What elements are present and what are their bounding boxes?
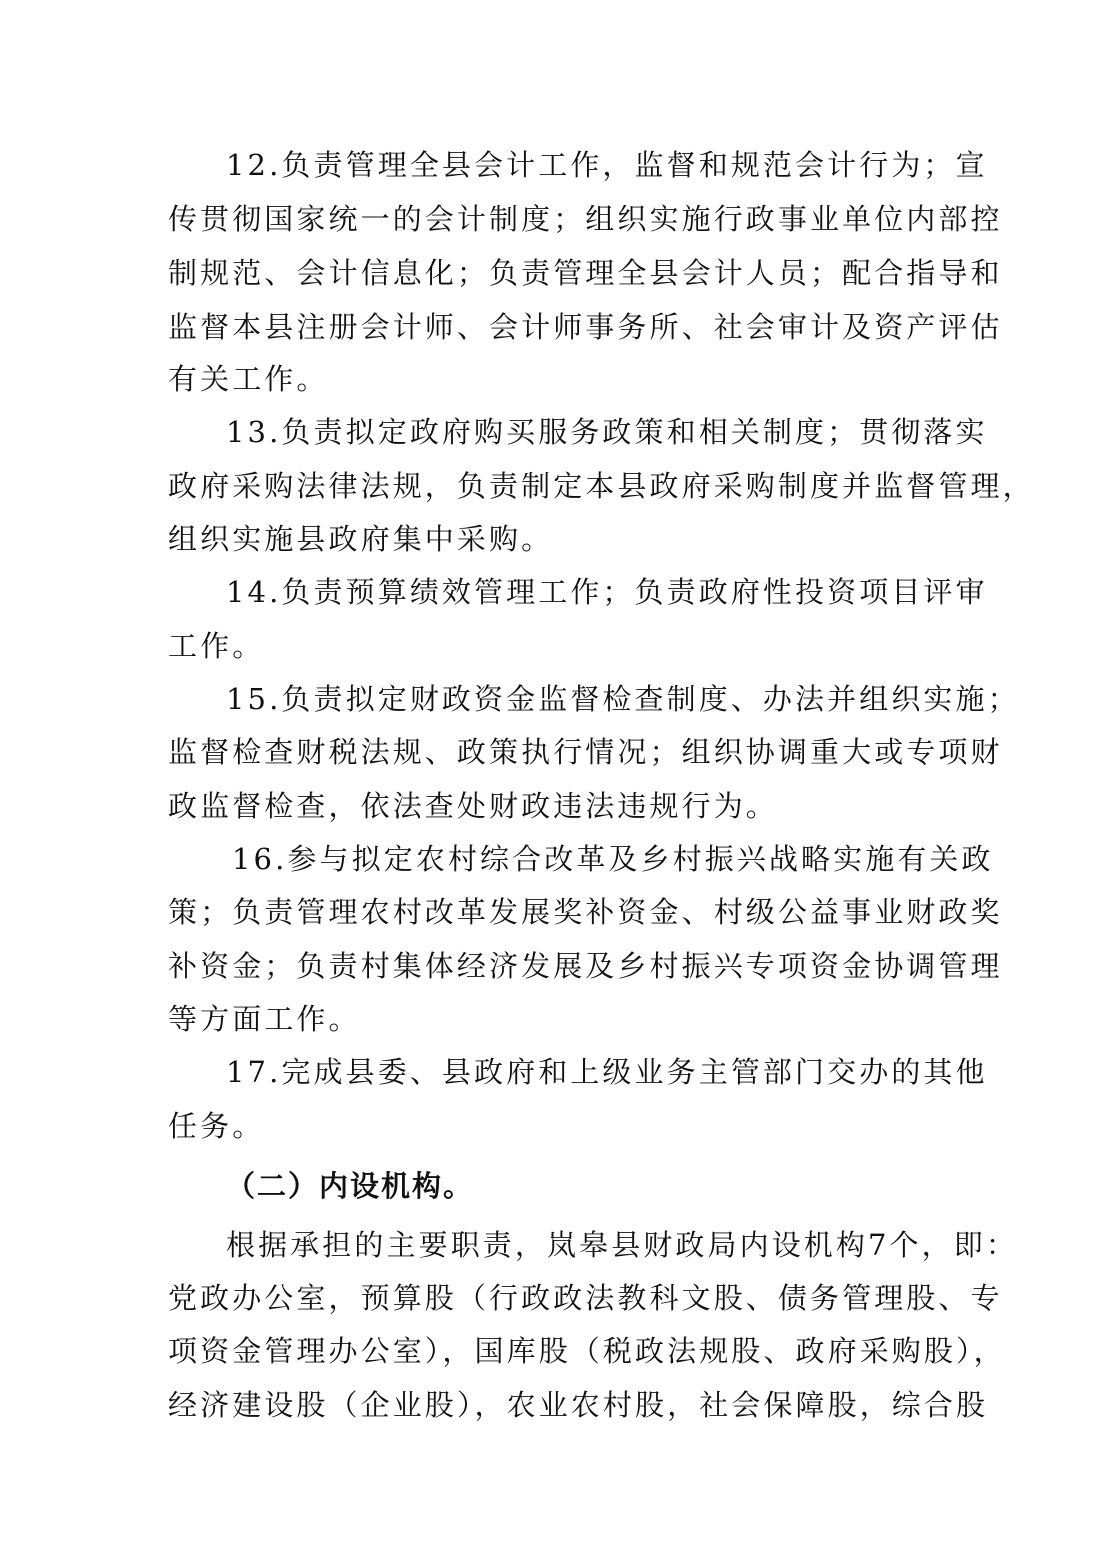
paragraph-line: 政府采购法律法规，负责制定本县政府采购制度并监督管理， <box>168 469 1035 503</box>
paragraph-line: 组织实施县政府集中采购。 <box>168 522 554 556</box>
paragraph-line: 项资金管理办公室），国库股（税政法规股、政府采购股）， <box>168 1334 1006 1368</box>
paragraph-line: 监督本县注册会计师、会计师事务所、社会审计及资产评估 <box>168 310 1003 344</box>
paragraph-line: 有关工作。 <box>168 362 329 396</box>
paragraph-line: 根据承担的主要职责，岚皋县财政局内设机构7个，即： <box>226 1228 1018 1262</box>
paragraph-line: 等方面工作。 <box>168 1002 361 1036</box>
paragraph-line: 传贯彻国家统一的会计制度；组织实施行政事业单位内部控 <box>168 202 1003 236</box>
paragraph-line: 制规范、会计信息化；负责管理全县会计人员；配合指导和 <box>168 256 1003 290</box>
paragraph-line: 工作。 <box>168 629 265 663</box>
section-heading: （二）内设机构。 <box>226 1169 475 1203</box>
paragraph-line: 经济建设股（企业股），农业农村股，社会保障股，综合股 <box>168 1388 989 1422</box>
paragraph-line: 15.负责拟定财政资金监督检查制度、办法并组织实施； <box>226 682 1020 716</box>
paragraph-line: 策；负责管理农村改革发展奖补资金、村级公益事业财政奖 <box>168 895 1003 929</box>
paragraph-line: 党政办公室，预算股（行政政法教科文股、债务管理股、专 <box>168 1281 1003 1315</box>
paragraph-line: 监督检查财税法规、政策执行情况；组织协调重大或专项财 <box>168 735 1003 769</box>
paragraph-line: 政监督检查，依法查处财政违法违规行为。 <box>168 789 778 823</box>
paragraph-line: 17.完成县委、县政府和上级业务主管部门交办的其他 <box>226 1055 988 1089</box>
paragraph-line: 12.负责管理全县会计工作，监督和规范会计行为；宣 <box>226 148 988 182</box>
paragraph-line: 14.负责预算绩效管理工作；负责政府性投资项目评审 <box>226 575 988 609</box>
paragraph-line: 13.负责拟定政府购买服务政策和相关制度；贯彻落实 <box>226 415 988 449</box>
paragraph-line: 补资金；负责村集体经济发展及乡村振兴专项资金协调管理 <box>168 949 1003 983</box>
paragraph-line: 16.参与拟定农村综合改革及乡村振兴战略实施有关政 <box>232 842 994 876</box>
paragraph-line: 任务。 <box>168 1109 265 1143</box>
